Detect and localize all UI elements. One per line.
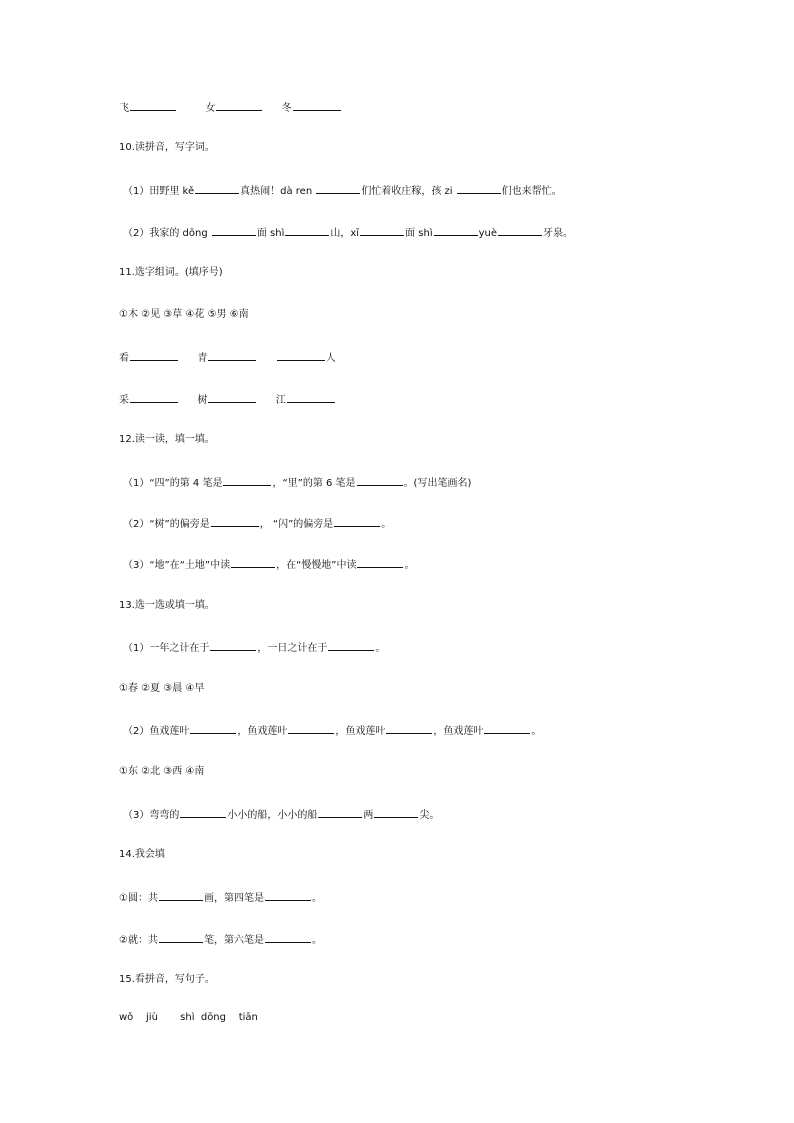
text: 。 <box>311 935 322 946</box>
text: 采 <box>119 395 129 406</box>
text: 。 <box>531 726 542 737</box>
q10-title: 10.读拼音，写字词。 <box>119 142 215 153</box>
q15-pinyin: wǒ jiù shì dōng tiān <box>119 1012 258 1023</box>
text: 山，xī <box>330 228 360 239</box>
word-blanks-line <box>119 100 342 116</box>
answer-blank[interactable] <box>231 557 275 568</box>
answer-blank[interactable] <box>360 225 404 236</box>
char-label: 冬 <box>281 103 292 114</box>
text: ，在“慢慢地”中读 <box>276 560 357 571</box>
answer-blank[interactable] <box>316 183 360 194</box>
q15-title: 15.看拼音，写句子。 <box>119 974 215 985</box>
answer-blank[interactable] <box>223 475 271 486</box>
text: yuè <box>478 228 498 239</box>
q11-options: ①木 ②见 ③草 ④花 ⑤男 ⑥南 <box>119 309 249 320</box>
q12-item-3 <box>119 557 414 573</box>
text: 。 <box>404 560 415 571</box>
answer-blank[interactable] <box>212 225 256 236</box>
q13-item-3 <box>119 807 439 823</box>
q10-item-1 <box>119 183 562 199</box>
text: 们也来帮忙。 <box>501 186 562 197</box>
text: 。 <box>311 893 322 904</box>
answer-blank[interactable] <box>180 807 226 818</box>
text: 青 <box>197 353 208 364</box>
answer-blank[interactable] <box>130 392 178 403</box>
text: （1）一年之计在于 <box>123 643 210 654</box>
answer-blank[interactable] <box>195 183 239 194</box>
answer-blank[interactable] <box>293 100 341 111</box>
text: ，“里”的第 6 笔是 <box>272 478 356 489</box>
answer-blank[interactable] <box>498 225 542 236</box>
text: 人 <box>325 353 336 364</box>
q13-options-1: ①春 ②夏 ③晨 ④早 <box>119 683 205 694</box>
text: ，一日之计在于 <box>257 643 328 654</box>
answer-blank[interactable] <box>190 723 236 734</box>
answer-blank[interactable] <box>318 807 362 818</box>
q10-item-2 <box>119 225 573 241</box>
q13-title: 13.选一选或填一填。 <box>119 600 215 611</box>
answer-blank[interactable] <box>208 350 256 361</box>
answer-blank[interactable] <box>287 392 335 403</box>
q12-item-2 <box>119 516 391 532</box>
text: ，鱼戏莲叶 <box>335 726 386 737</box>
answer-blank[interactable] <box>357 475 403 486</box>
answer-blank[interactable] <box>130 350 178 361</box>
answer-blank[interactable] <box>386 723 432 734</box>
text: 。(写出笔画名) <box>403 478 472 489</box>
q11-title: 11.选字组词。(填序号) <box>119 267 223 278</box>
text: 尖。 <box>419 810 440 821</box>
text: （3）“地”在“土地”中读 <box>123 560 231 571</box>
text: ，鱼戏莲叶 <box>237 726 288 737</box>
text: （3）弯弯的 <box>123 810 180 821</box>
text: 。 <box>381 519 392 530</box>
answer-blank[interactable] <box>328 640 374 651</box>
char-label: 女 <box>205 103 216 114</box>
answer-blank[interactable] <box>216 100 262 111</box>
text: 江 <box>275 395 286 406</box>
text: 画，第四笔是 <box>203 893 264 904</box>
text: ， “闪”的偏旁是 <box>259 519 334 530</box>
answer-blank[interactable] <box>130 100 176 111</box>
text: （2）鱼戏莲叶 <box>123 726 190 737</box>
text: （2）“树”的偏旁是 <box>123 519 210 530</box>
answer-blank[interactable] <box>277 350 325 361</box>
text: 面 shì <box>256 228 285 239</box>
text: ①圆：共 <box>119 893 158 904</box>
text: 看 <box>119 353 129 364</box>
answer-blank[interactable] <box>434 225 478 236</box>
answer-blank[interactable] <box>208 392 256 403</box>
text: 牙泉。 <box>543 228 574 239</box>
text: 笔，第六笔是 <box>203 935 264 946</box>
answer-blank[interactable] <box>265 890 311 901</box>
text: 小小的船，小小的船 <box>227 810 318 821</box>
char-label: 飞 <box>119 103 129 114</box>
q13-item-1 <box>119 640 385 656</box>
answer-blank[interactable] <box>265 932 311 943</box>
answer-blank[interactable] <box>457 183 501 194</box>
answer-blank[interactable] <box>484 723 530 734</box>
q11-row-2 <box>119 392 336 408</box>
text: （2）我家的 dōng <box>123 228 211 239</box>
q12-title: 12.读一读，填一填。 <box>119 434 215 445</box>
answer-blank[interactable] <box>159 890 203 901</box>
text: 真热闹！dà ren <box>240 186 316 197</box>
text: （1）田野里 kě <box>123 186 195 197</box>
q14-item-1 <box>119 890 322 906</box>
answer-blank[interactable] <box>357 557 403 568</box>
q12-item-1 <box>119 475 471 491</box>
answer-blank[interactable] <box>334 516 380 527</box>
text: 们忙着收庄稼，孩 zi <box>361 186 456 197</box>
q13-item-2 <box>119 723 541 739</box>
answer-blank[interactable] <box>288 723 334 734</box>
text: 树 <box>197 395 208 406</box>
answer-blank[interactable] <box>374 807 418 818</box>
text: （1）“四”的第 4 笔是 <box>123 478 223 489</box>
text: 。 <box>375 643 386 654</box>
text: 面 shì <box>405 228 433 239</box>
answer-blank[interactable] <box>211 516 259 527</box>
text: ，鱼戏莲叶 <box>433 726 484 737</box>
text: 两 <box>363 810 374 821</box>
text: ②就：共 <box>119 935 158 946</box>
q11-row-1 <box>119 350 336 366</box>
answer-blank[interactable] <box>210 640 256 651</box>
q14-title: 14.我会填 <box>119 849 165 860</box>
answer-blank[interactable] <box>285 225 329 236</box>
q14-item-2 <box>119 932 322 948</box>
answer-blank[interactable] <box>159 932 203 943</box>
q13-options-2: ①东 ②北 ③西 ④南 <box>119 766 205 777</box>
